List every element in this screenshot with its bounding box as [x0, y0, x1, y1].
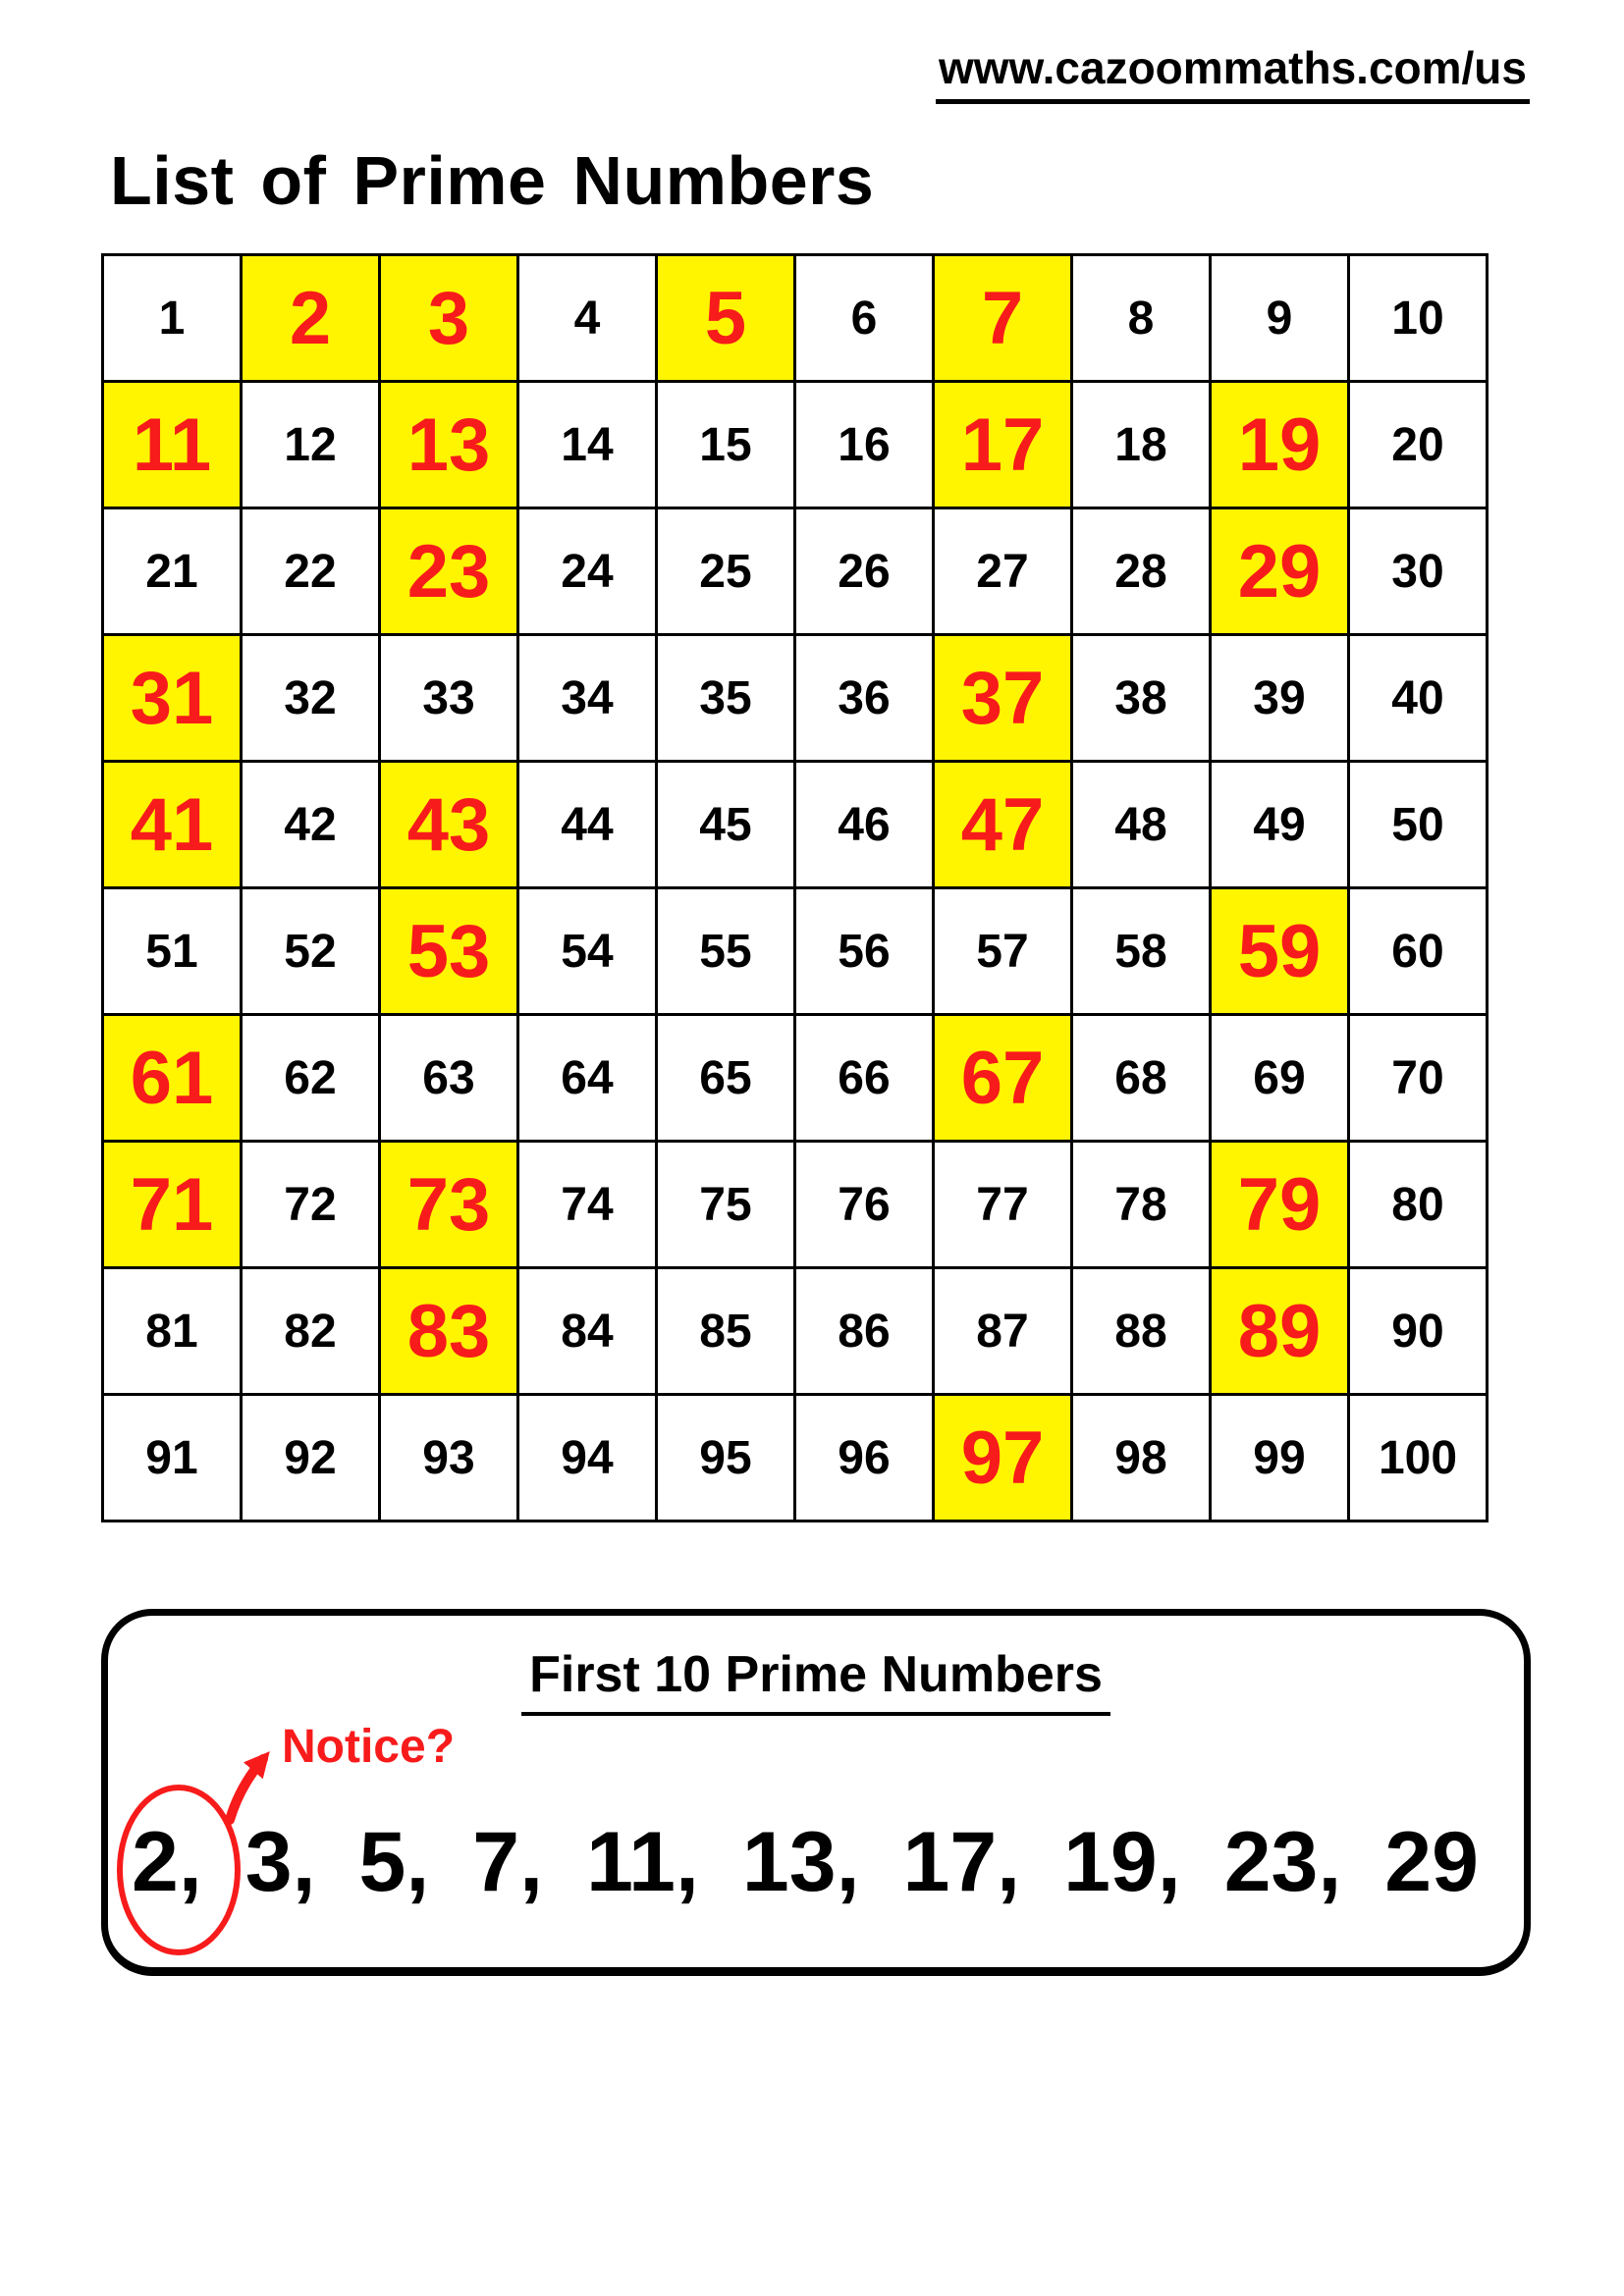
grid-cell-7: 7	[934, 255, 1072, 382]
grid-cell-30: 30	[1349, 508, 1488, 635]
grid-cell-96: 96	[795, 1395, 934, 1522]
grid-cell-98: 98	[1072, 1395, 1211, 1522]
prime-list-item: 13,	[741, 1815, 860, 1909]
grid-cell-40: 40	[1349, 635, 1488, 762]
grid-cell-63: 63	[380, 1015, 518, 1142]
grid-cell-38: 38	[1072, 635, 1211, 762]
grid-cell-37: 37	[934, 635, 1072, 762]
prime-list-item: 7,	[472, 1815, 544, 1909]
prime-list-item: 19,	[1063, 1815, 1181, 1909]
grid-cell-48: 48	[1072, 762, 1211, 888]
grid-cell-82: 82	[242, 1268, 380, 1395]
grid-cell-58: 58	[1072, 888, 1211, 1015]
grid-cell-41: 41	[103, 762, 242, 888]
grid-cell-19: 19	[1211, 382, 1349, 508]
grid-cell-95: 95	[657, 1395, 795, 1522]
grid-cell-44: 44	[518, 762, 657, 888]
grid-cell-75: 75	[657, 1142, 795, 1268]
grid-cell-13: 13	[380, 382, 518, 508]
grid-cell-47: 47	[934, 762, 1072, 888]
grid-cell-67: 67	[934, 1015, 1072, 1142]
grid-cell-92: 92	[242, 1395, 380, 1522]
grid-cell-8: 8	[1072, 255, 1211, 382]
grid-cell-29: 29	[1211, 508, 1349, 635]
grid-cell-4: 4	[518, 255, 657, 382]
grid-cell-69: 69	[1211, 1015, 1349, 1142]
grid-cell-24: 24	[518, 508, 657, 635]
grid-cell-26: 26	[795, 508, 934, 635]
page-title: List of Prime Numbers	[110, 142, 875, 219]
grid-cell-90: 90	[1349, 1268, 1488, 1395]
grid-cell-22: 22	[242, 508, 380, 635]
grid-row	[103, 762, 1488, 888]
grid-cell-2: 2	[242, 255, 380, 382]
prime-list-item: 29	[1384, 1815, 1479, 1909]
footer-box-heading: First 10 Prime Numbers	[521, 1645, 1110, 1716]
grid-cell-100: 100	[1349, 1395, 1488, 1522]
website-url-link[interactable]: www.cazoommaths.com/us	[936, 41, 1530, 104]
prime-list-item: 3,	[244, 1815, 316, 1909]
grid-cell-78: 78	[1072, 1142, 1211, 1268]
grid-cell-88: 88	[1072, 1268, 1211, 1395]
grid-cell-84: 84	[518, 1268, 657, 1395]
grid-cell-93: 93	[380, 1395, 518, 1522]
grid-cell-50: 50	[1349, 762, 1488, 888]
grid-row	[103, 1268, 1488, 1395]
grid-cell-25: 25	[657, 508, 795, 635]
grid-cell-3: 3	[380, 255, 518, 382]
grid-cell-94: 94	[518, 1395, 657, 1522]
grid-cell-36: 36	[795, 635, 934, 762]
grid-cell-77: 77	[934, 1142, 1072, 1268]
grid-cell-72: 72	[242, 1142, 380, 1268]
grid-cell-76: 76	[795, 1142, 934, 1268]
grid-cell-86: 86	[795, 1268, 934, 1395]
footer-heading-wrap	[108, 1645, 1524, 1716]
grid-cell-20: 20	[1349, 382, 1488, 508]
grid-cell-87: 87	[934, 1268, 1072, 1395]
grid-cell-27: 27	[934, 508, 1072, 635]
grid-cell-97: 97	[934, 1395, 1072, 1522]
grid-cell-49: 49	[1211, 762, 1349, 888]
grid-cell-15: 15	[657, 382, 795, 508]
grid-cell-33: 33	[380, 635, 518, 762]
grid-cell-68: 68	[1072, 1015, 1211, 1142]
grid-cell-53: 53	[380, 888, 518, 1015]
grid-cell-35: 35	[657, 635, 795, 762]
grid-cell-59: 59	[1211, 888, 1349, 1015]
grid-cell-12: 12	[242, 382, 380, 508]
grid-cell-1: 1	[103, 255, 242, 382]
grid-cell-60: 60	[1349, 888, 1488, 1015]
grid-cell-83: 83	[380, 1268, 518, 1395]
prime-list-item: 5,	[358, 1815, 430, 1909]
grid-cell-39: 39	[1211, 635, 1349, 762]
grid-cell-32: 32	[242, 635, 380, 762]
grid-cell-16: 16	[795, 382, 934, 508]
grid-row	[103, 382, 1488, 508]
grid-cell-62: 62	[242, 1015, 380, 1142]
grid-row	[103, 635, 1488, 762]
grid-cell-70: 70	[1349, 1015, 1488, 1142]
grid-cell-5: 5	[657, 255, 795, 382]
grid-cell-80: 80	[1349, 1142, 1488, 1268]
grid-cell-23: 23	[380, 508, 518, 635]
grid-cell-21: 21	[103, 508, 242, 635]
prime-list-item: 2,	[132, 1815, 202, 1909]
grid-cell-65: 65	[657, 1015, 795, 1142]
first-ten-primes-box	[101, 1609, 1531, 1976]
grid-cell-51: 51	[103, 888, 242, 1015]
grid-cell-56: 56	[795, 888, 934, 1015]
grid-cell-43: 43	[380, 762, 518, 888]
grid-cell-99: 99	[1211, 1395, 1349, 1522]
grid-cell-55: 55	[657, 888, 795, 1015]
grid-cell-89: 89	[1211, 1268, 1349, 1395]
grid-cell-64: 64	[518, 1015, 657, 1142]
grid-cell-45: 45	[657, 762, 795, 888]
grid-cell-11: 11	[103, 382, 242, 508]
grid-cell-46: 46	[795, 762, 934, 888]
hundred-number-grid	[101, 253, 1489, 1522]
prime-list-item: 11,	[586, 1815, 699, 1909]
grid-cell-6: 6	[795, 255, 934, 382]
grid-cell-91: 91	[103, 1395, 242, 1522]
prime-list-item: 23,	[1223, 1815, 1342, 1909]
grid-cell-31: 31	[103, 635, 242, 762]
grid-cell-81: 81	[103, 1268, 242, 1395]
grid-cell-14: 14	[518, 382, 657, 508]
grid-cell-74: 74	[518, 1142, 657, 1268]
grid-cell-85: 85	[657, 1268, 795, 1395]
prime-list	[132, 1815, 1479, 1909]
grid-cell-42: 42	[242, 762, 380, 888]
grid-cell-71: 71	[103, 1142, 242, 1268]
grid-row	[103, 508, 1488, 635]
grid-cell-28: 28	[1072, 508, 1211, 635]
grid-cell-79: 79	[1211, 1142, 1349, 1268]
grid-cell-61: 61	[103, 1015, 242, 1142]
prime-grid-body	[103, 255, 1488, 1522]
grid-cell-10: 10	[1349, 255, 1488, 382]
grid-cell-18: 18	[1072, 382, 1211, 508]
grid-cell-34: 34	[518, 635, 657, 762]
grid-row	[103, 1142, 1488, 1268]
grid-row	[103, 888, 1488, 1015]
grid-cell-52: 52	[242, 888, 380, 1015]
grid-row	[103, 255, 1488, 382]
grid-cell-17: 17	[934, 382, 1072, 508]
grid-cell-73: 73	[380, 1142, 518, 1268]
grid-cell-9: 9	[1211, 255, 1349, 382]
prime-list-item: 17,	[902, 1815, 1021, 1909]
grid-cell-66: 66	[795, 1015, 934, 1142]
notice-annotation: Notice?	[282, 1721, 456, 1773]
grid-row	[103, 1015, 1488, 1142]
grid-cell-57: 57	[934, 888, 1072, 1015]
grid-cell-54: 54	[518, 888, 657, 1015]
grid-row	[103, 1395, 1488, 1522]
